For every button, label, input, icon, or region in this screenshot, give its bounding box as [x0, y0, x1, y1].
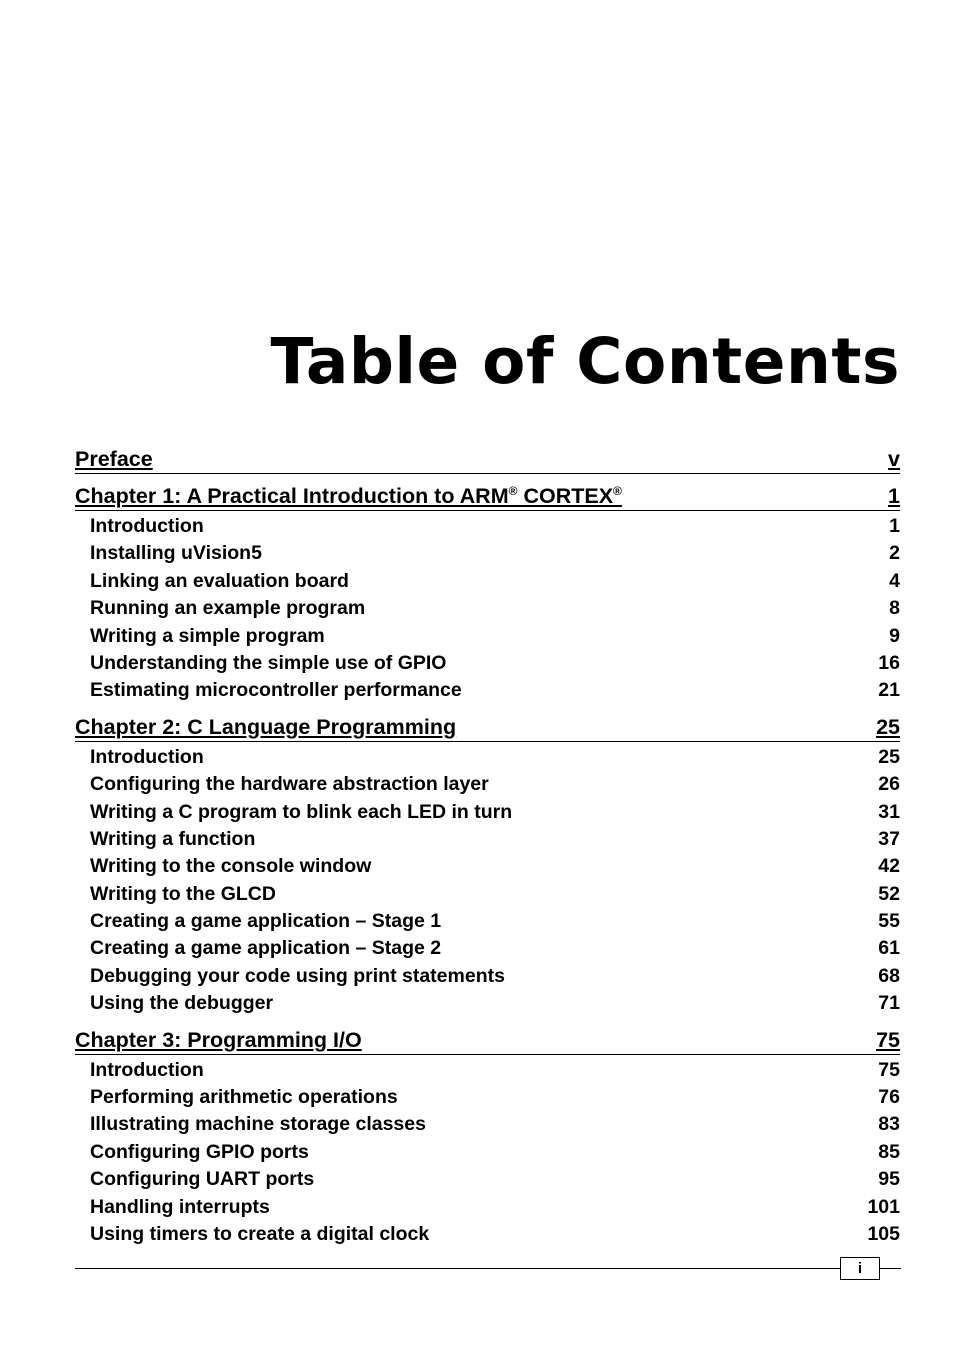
toc-entry-page: 71: [878, 992, 900, 1015]
table-of-contents: [75, 445, 900, 1248]
toc-entry-label: Creating a game application – Stage 1: [90, 910, 442, 933]
toc-entry[interactable]: [75, 1194, 900, 1221]
toc-entry-page: 1: [889, 515, 900, 537]
toc-entry-label: Writing a C program to blink each LED in turn: [90, 800, 513, 823]
toc-chapter-3-page: 75: [876, 1027, 900, 1052]
toc-entry-label: Creating a game application – Stage 2: [90, 937, 442, 960]
toc-entry-label: Illustrating machine storage classes: [90, 1113, 426, 1136]
toc-entry[interactable]: [75, 1139, 900, 1166]
toc-entry-label: Configuring the hardware abstraction layer: [90, 773, 489, 796]
toc-entry-page: 26: [878, 773, 900, 796]
toc-entry-label: Installing uVision5: [90, 542, 262, 565]
toc-entry-page: 52: [878, 882, 900, 905]
toc-entry-page: 4: [889, 569, 900, 592]
toc-entry-page: 101: [867, 1195, 900, 1218]
toc-entry[interactable]: [75, 853, 900, 880]
toc-entry-label: Using the debugger: [90, 992, 274, 1015]
toc-preface[interactable]: [75, 445, 900, 474]
toc-entry-page: 61: [878, 937, 900, 960]
toc-chapter-2-label: Chapter 2: C Language Programming: [75, 714, 457, 739]
toc-chapter-1-page: 1: [888, 484, 900, 508]
toc-preface-label: Preface: [75, 447, 153, 471]
toc-chapter-1[interactable]: [75, 482, 900, 511]
toc-entry-page: 85: [878, 1140, 900, 1163]
toc-entry-label: Configuring GPIO ports: [90, 1140, 309, 1163]
toc-entry-label: Writing to the GLCD: [90, 882, 276, 905]
toc-entry-page: 37: [878, 827, 900, 850]
chapter-1-title-tail: CORTEX: [517, 484, 614, 508]
toc-entry[interactable]: [75, 826, 900, 853]
toc-entry[interactable]: [75, 623, 900, 650]
chapter-1-title-part: Chapter 1: A Practical Introduction to ARM: [75, 484, 509, 508]
toc-entry-page: 83: [878, 1113, 900, 1136]
toc-entry-label: Introduction: [90, 1058, 204, 1081]
toc-entry-label: Writing to the console window: [90, 855, 372, 878]
toc-entry-label: Handling interrupts: [90, 1195, 270, 1218]
footer-rule: [75, 1268, 901, 1269]
toc-entry[interactable]: [75, 650, 900, 677]
toc-entry-page: 75: [878, 1058, 900, 1081]
toc-entry-page: 9: [889, 624, 900, 647]
toc-entry[interactable]: [75, 935, 900, 962]
toc-entry-page: 95: [878, 1168, 900, 1191]
toc-entry[interactable]: [75, 1057, 900, 1084]
toc-entry-label: Introduction: [90, 515, 204, 537]
toc-entry[interactable]: [75, 1221, 900, 1248]
toc-entry-page: 105: [867, 1222, 900, 1245]
toc-entry-label: Using timers to create a digital clock: [90, 1222, 430, 1245]
toc-chapter-1-label: [75, 482, 622, 510]
toc-entry-label: Performing arithmetic operations: [90, 1086, 398, 1109]
toc-chapter-2[interactable]: [75, 713, 900, 742]
toc-entry-page: 31: [878, 800, 900, 823]
toc-entry[interactable]: [75, 881, 900, 908]
toc-entry[interactable]: [75, 990, 900, 1017]
toc-entry-page: 21: [878, 679, 900, 702]
toc-entry[interactable]: [75, 540, 900, 567]
registered-mark: ®: [613, 484, 622, 498]
toc-entry-page: 76: [878, 1086, 900, 1109]
toc-entry-label: Configuring UART ports: [90, 1168, 315, 1191]
page-number: i: [840, 1257, 880, 1280]
toc-entry-label: Linking an evaluation board: [90, 569, 349, 592]
toc-entry[interactable]: [75, 771, 900, 798]
toc-entry[interactable]: [75, 799, 900, 826]
toc-entry[interactable]: [75, 908, 900, 935]
toc-entry-label: Understanding the simple use of GPIO: [90, 651, 447, 674]
toc-entry-page: 42: [878, 855, 900, 878]
toc-entry[interactable]: [75, 595, 900, 622]
page-title: Table of Contents: [270, 325, 900, 398]
toc-preface-page: v: [888, 447, 900, 471]
toc-entry-page: 16: [878, 651, 900, 674]
toc-entry-page: 25: [878, 745, 900, 768]
toc-entry[interactable]: [75, 1111, 900, 1138]
toc-entry[interactable]: [75, 1166, 900, 1193]
toc-chapter-3[interactable]: [75, 1026, 900, 1055]
registered-mark: ®: [508, 484, 518, 498]
toc-entry[interactable]: [75, 963, 900, 990]
toc-chapter-3-label: Chapter 3: Programming I/O: [75, 1027, 362, 1052]
toc-entry-label: Debugging your code using print statements: [90, 964, 505, 987]
toc-entry-label: Estimating microcontroller performance: [90, 679, 462, 702]
toc-entry[interactable]: [75, 677, 900, 704]
toc-entry-page: 8: [889, 597, 900, 620]
toc-entry-label: Writing a simple program: [90, 624, 325, 647]
toc-entry-label: Introduction: [90, 745, 204, 768]
toc-entry-label: Writing a function: [90, 827, 256, 850]
toc-entry-page: 55: [878, 910, 900, 933]
toc-entry[interactable]: [75, 568, 900, 595]
toc-entry[interactable]: [75, 1084, 900, 1111]
toc-entry-label: Running an example program: [90, 597, 366, 620]
toc-chapter-2-page: 25: [876, 714, 900, 739]
toc-entry-page: 2: [889, 542, 900, 565]
toc-entry[interactable]: [75, 744, 900, 771]
toc-entry-page: 68: [878, 964, 900, 987]
toc-entry[interactable]: [75, 513, 900, 540]
